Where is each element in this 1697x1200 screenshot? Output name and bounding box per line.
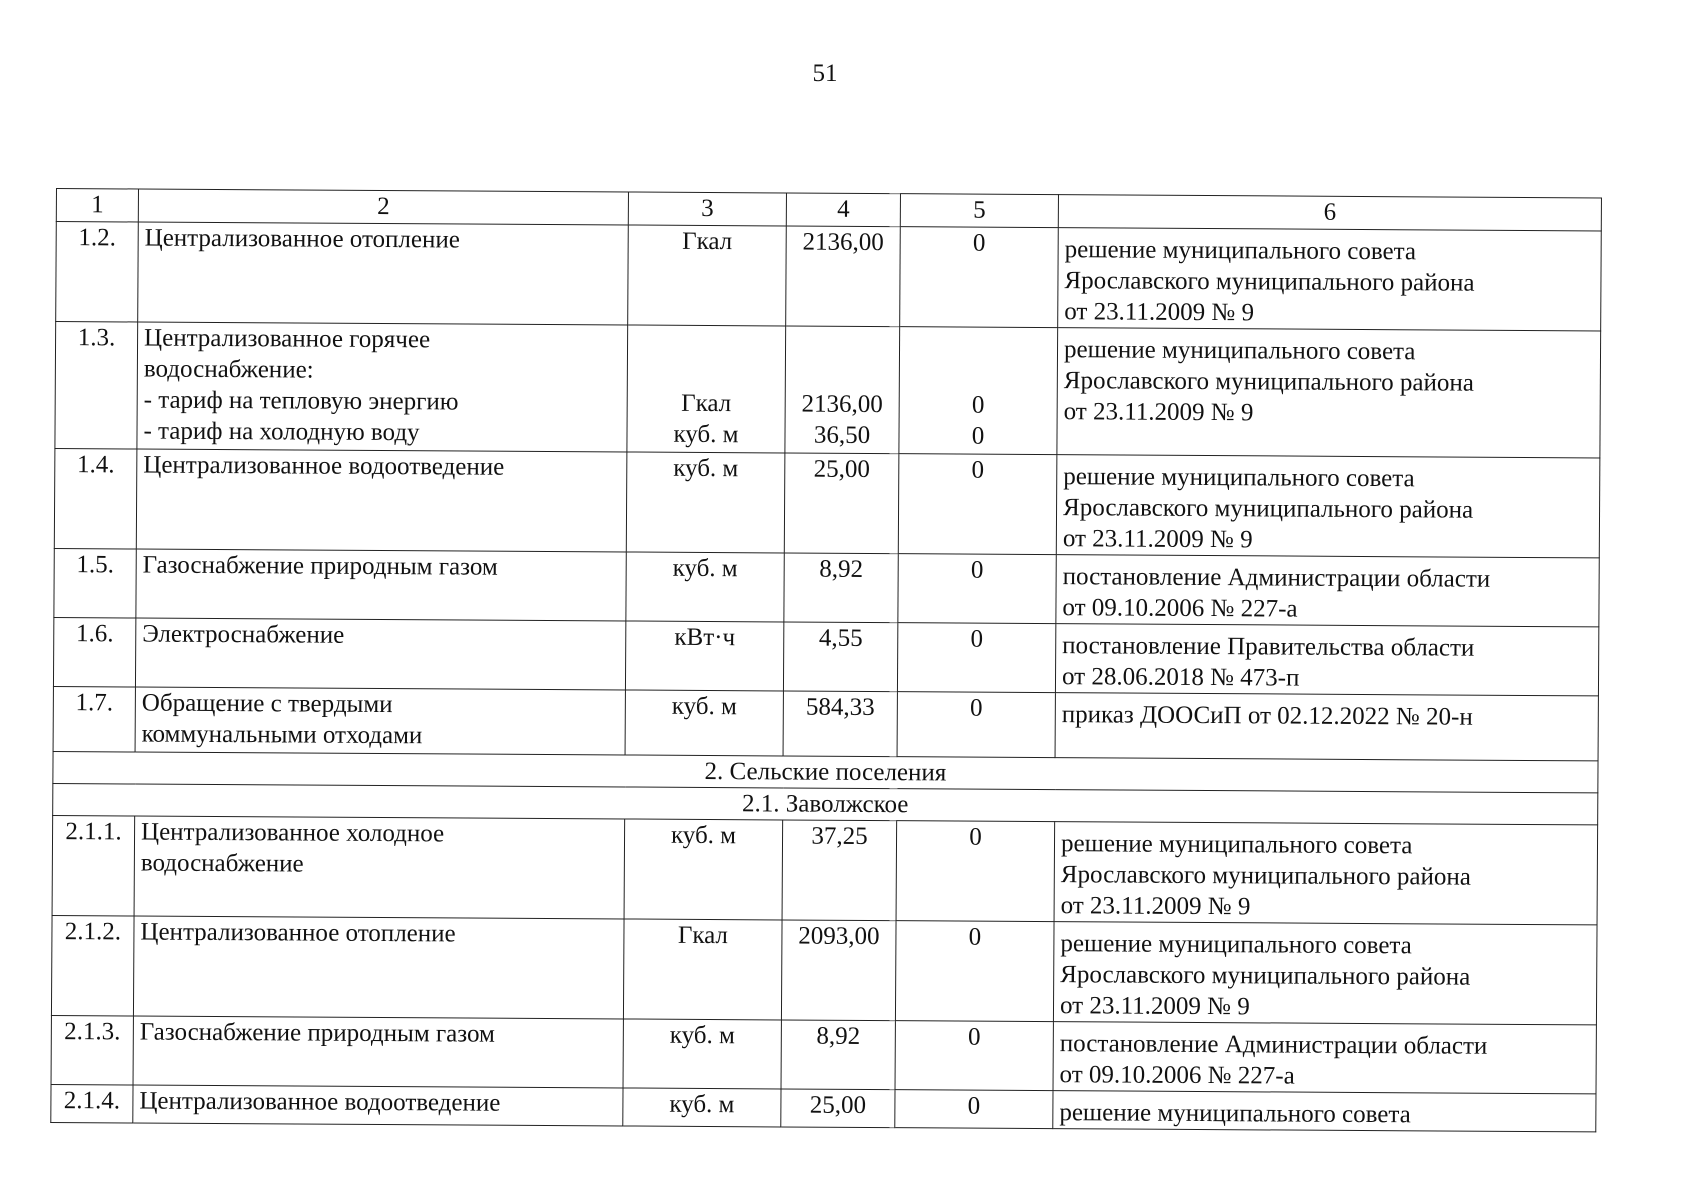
col5-line: 0: [971, 422, 985, 450]
col5-line: 0: [971, 456, 985, 484]
basis-line: Ярославского муниципального района: [1062, 494, 1474, 524]
service-name: [137, 322, 628, 452]
header-col-3: 3: [628, 192, 786, 226]
basis-line: от 23.11.2009 № 9: [1062, 525, 1253, 554]
table-row: [53, 617, 1598, 695]
service-name: [133, 1016, 623, 1088]
basis-line: Ярославского муниципального района: [1060, 861, 1472, 891]
col5-line: 0: [970, 694, 983, 722]
row-number: 1.2.: [56, 222, 139, 322]
row-number: 1.3.: [55, 322, 138, 449]
table-row: [56, 222, 1602, 331]
col5-value: [895, 1021, 1053, 1091]
basis-line: решение муниципального совета: [1060, 830, 1413, 860]
service-name-line: Обращение с твердыми: [141, 689, 393, 719]
basis-line: решение муниципального совета: [1063, 463, 1415, 493]
value-line: 36,50: [813, 421, 871, 449]
unit-line: [634, 357, 779, 389]
col5-value: [900, 227, 1059, 328]
unit: [625, 690, 783, 756]
basis-line: Ярославского муниципального района: [1064, 267, 1475, 297]
service-name-line: коммунальными отходами: [141, 720, 423, 750]
table-row: [51, 1084, 1596, 1131]
service-name-line: Централизованное водоотведение: [139, 1087, 501, 1117]
col5-line: [906, 358, 1051, 390]
unit-line: куб. м: [669, 1090, 735, 1119]
row-number: 1.4.: [54, 448, 137, 548]
unit-line: куб. м: [670, 821, 737, 850]
value-line: 25,00: [809, 1091, 867, 1119]
tariff-value: [781, 920, 896, 1021]
basis-line: от 09.10.2006 № 227-а: [1059, 1061, 1295, 1090]
service-name-line: Централизованное отопление: [140, 918, 456, 948]
unit-line: [634, 326, 779, 358]
col5-line: 0: [970, 556, 984, 584]
service-name: [134, 816, 625, 919]
service-name-line: Централизованное горячее: [144, 324, 431, 354]
tariff-value: [782, 820, 897, 921]
col5-line: 0: [968, 923, 982, 951]
col5-line: 0: [971, 391, 985, 419]
unit-line: Гкал: [681, 389, 732, 418]
header-col-1: 1: [56, 189, 138, 223]
value-line: [792, 357, 893, 389]
unit-line: кВт·ч: [674, 623, 736, 652]
unit-line: куб. м: [673, 420, 739, 449]
header-col-4: 4: [786, 193, 900, 227]
col5-value: [899, 327, 1058, 455]
legal-basis: [1055, 693, 1598, 761]
service-name-line: Централизованное водоотведение: [143, 451, 505, 481]
value-line: 2136,00: [801, 390, 883, 419]
basis-line: решение муниципального совета: [1063, 336, 1416, 366]
basis-line: приказ ДООСиП от 02.12.2022 № 20-н: [1061, 701, 1473, 731]
unit: [625, 621, 783, 691]
header-col-6: 6: [1058, 195, 1601, 231]
value-line: 2093,00: [798, 922, 880, 951]
service-name: [138, 222, 629, 325]
tariff-table-wrapper: [50, 188, 1601, 1132]
basis-line: Ярославского муниципального района: [1063, 367, 1475, 397]
service-name-line: Газоснабжение природным газом: [142, 551, 498, 581]
basis-line: постановление Администрации области: [1062, 563, 1491, 593]
unit: [623, 1019, 781, 1089]
legal-basis: [1055, 624, 1598, 696]
tariff-value: [785, 326, 900, 454]
col5-value: [898, 554, 1056, 624]
col5-line: [906, 327, 1051, 359]
unit: [624, 819, 783, 920]
unit: [626, 452, 785, 553]
unit-line: куб. м: [669, 1021, 735, 1050]
unit: [627, 325, 786, 453]
basis-line: от 23.11.2009 № 9: [1064, 298, 1255, 327]
tariff-value: [786, 226, 901, 327]
service-name-line: Электроснабжение: [142, 620, 345, 649]
row-number: 2.1.2.: [51, 915, 134, 1015]
table-row: [51, 915, 1597, 1024]
tariff-table: [50, 188, 1602, 1132]
table-row: [54, 448, 1600, 557]
table-row: [53, 686, 1598, 760]
value-line: 2136,00: [802, 228, 884, 257]
table-row: [52, 815, 1598, 924]
unit: [623, 1088, 781, 1127]
col5-value: [895, 921, 1054, 1022]
tariff-value: [784, 553, 898, 623]
basis-line: от 23.11.2009 № 9: [1059, 992, 1250, 1021]
value-line: 37,25: [811, 822, 868, 850]
table-row: [55, 322, 1601, 458]
basis-line: решение муниципального совета: [1059, 1099, 1411, 1129]
col5-line: 0: [970, 625, 984, 653]
service-name: [135, 687, 625, 755]
unit: [628, 225, 787, 326]
col5-line: 0: [967, 1023, 981, 1051]
col5-line: 0: [967, 1092, 981, 1120]
subsection-title: 2.1. Заволжское: [53, 783, 1598, 824]
service-name: [133, 1085, 623, 1126]
unit-line: куб. м: [671, 692, 737, 721]
row-number: 2.1.4.: [51, 1084, 133, 1123]
tariff-value: [781, 1020, 895, 1090]
value-line: 25,00: [813, 455, 871, 483]
col5-value: [897, 692, 1055, 758]
value-line: [792, 326, 893, 358]
tariff-value: [781, 1089, 895, 1128]
service-name-line: Газоснабжение природным газом: [139, 1018, 495, 1048]
legal-basis: [1053, 1091, 1596, 1132]
header-col-2: 2: [138, 189, 628, 225]
service-name-line: водоснабжение:: [143, 355, 314, 384]
row-number: 1.6.: [53, 617, 135, 686]
service-name-line: водоснабжение: [140, 849, 304, 878]
unit-line: Гкал: [677, 921, 729, 950]
service-name-line: - тариф на тепловую энергию: [143, 386, 459, 416]
service-name-line: - тариф на холодную воду: [143, 417, 420, 447]
basis-line: решение муниципального совета: [1064, 236, 1417, 266]
basis-line: от 28.06.2018 № 473-п: [1061, 663, 1300, 692]
unit-line: куб. м: [672, 554, 738, 583]
legal-basis: [1053, 922, 1597, 1025]
col5-value: [897, 623, 1055, 693]
col5-value: [896, 821, 1055, 922]
basis-line: от 23.11.2009 № 9: [1060, 892, 1251, 921]
legal-basis: [1056, 555, 1599, 627]
unit: [626, 552, 784, 622]
tariff-value: [784, 453, 899, 554]
section-title: 2. Сельские поселения: [53, 751, 1598, 792]
service-name: [135, 618, 625, 690]
unit: [623, 919, 782, 1020]
col5-line: 0: [969, 823, 982, 851]
page-number: 51: [812, 60, 838, 87]
legal-basis: [1054, 822, 1598, 925]
tariff-value: [783, 691, 897, 757]
tariff-value: [783, 622, 897, 692]
value-line: 584,33: [805, 693, 875, 722]
legal-basis: [1057, 328, 1601, 458]
value-line: 4,55: [818, 624, 863, 652]
service-name-line: Централизованное отопление: [144, 224, 460, 254]
table-row: [51, 1015, 1596, 1093]
legal-basis: [1053, 1022, 1596, 1094]
service-name-line: Централизованное холодное: [140, 818, 445, 848]
col5-line: 0: [972, 229, 986, 257]
table-row: [54, 548, 1599, 626]
row-number: 2.1.1.: [52, 815, 135, 915]
unit-line: Гкал: [682, 227, 733, 256]
header-col-5: 5: [900, 194, 1058, 228]
row-number: 1.5.: [54, 548, 136, 617]
basis-line: от 23.11.2009 № 9: [1063, 398, 1254, 427]
value-line: 8,92: [816, 1022, 861, 1050]
value-line: 8,92: [819, 555, 864, 583]
unit-line: куб. м: [673, 454, 739, 483]
basis-line: от 09.10.2006 № 227-а: [1062, 594, 1298, 623]
row-number: 2.1.3.: [51, 1015, 133, 1084]
col5-value: [895, 1090, 1053, 1129]
basis-line: Ярославского муниципального района: [1060, 961, 1471, 991]
basis-line: постановление Правительства области: [1062, 632, 1475, 662]
service-name: [133, 916, 624, 1019]
service-name: [136, 449, 627, 552]
row-number: 1.7.: [53, 686, 135, 751]
col5-value: [898, 454, 1057, 555]
legal-basis: [1056, 455, 1600, 558]
legal-basis: [1058, 228, 1602, 331]
service-name: [136, 549, 626, 621]
basis-line: решение муниципального совета: [1060, 930, 1412, 960]
basis-line: постановление Администрации области: [1059, 1030, 1488, 1060]
